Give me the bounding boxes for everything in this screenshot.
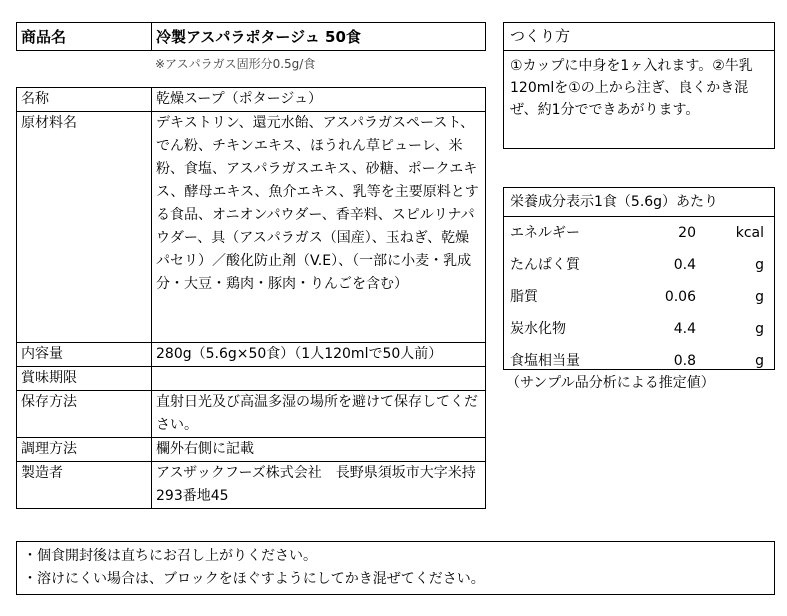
nutrient-value: 4.4 — [673, 321, 696, 337]
note-line: ・溶けにくい場合は、ブロックをほぐすようにしてかき混ぜてください。 — [23, 571, 485, 587]
nutrient-value: 20 — [678, 225, 696, 241]
spec-label: 製造者 — [17, 462, 152, 509]
spec-value: 直射日光及び高温多湿の場所を避けて保存してください。 — [152, 391, 486, 438]
spec-value: 280g（5.6g×50食）（1人120mlで50人前） — [152, 343, 486, 367]
nutrition-row — [504, 249, 774, 281]
spec-label: 名称 — [17, 88, 152, 112]
spec-value: 乾燥スープ（ポタージュ） — [152, 88, 486, 112]
spec-value: デキストリン、還元水飴、アスパラガスペースト、でん粉、チキンエキス、ほうれん草ピューレ、米粉、食塩、アスパラガスエキス、砂糖、ポークエキス、酵母エキス、魚介エキス、乳等を主要原料とする食品、オニオンパウダー、香辛料、スピルリナパウダー、具（アスパラガス（国産）、玉ねぎ、乾燥パセリ）／酸化防止剤（V.E）、（一部に小麦・乳成分・大豆・鶏肉・豚肉・りんごを含む） — [156, 115, 479, 292]
product-name-label: 商品名 — [17, 23, 152, 51]
spec-value: アスザックフーズ株式会社 長野県須坂市大字米持293番地45 — [152, 462, 486, 509]
nutrient-value: 0.06 — [664, 289, 696, 305]
nutrient-unit: g — [755, 289, 764, 305]
nutrition-title: 栄養成分表示1食（5.6g）あたり — [504, 188, 774, 217]
spec-row-manufacturer — [17, 462, 486, 509]
spec-label: 調理方法 — [17, 438, 152, 462]
nutrition-row — [504, 313, 774, 345]
how-to-make-body: ①カップに中身を1ヶ入れます。②牛乳120mlを①の上から注ぎ、良くかき混ぜ、約1分でできあがります。 — [510, 58, 753, 118]
nutrient-name: エネルギー — [510, 225, 580, 241]
nutrient-unit: g — [755, 353, 764, 369]
notes-box — [16, 541, 775, 595]
spec-table — [16, 87, 486, 509]
nutrient-unit: kcal — [735, 225, 764, 241]
nutrient-unit: g — [755, 257, 764, 273]
how-to-make-box — [503, 22, 775, 149]
spec-row-best-before — [17, 367, 486, 391]
product-name-value: 冷製アスパラポタージュ 50食 — [152, 23, 486, 51]
note-line: ・個食開封後は直ちにお召し上がりください。 — [23, 548, 317, 564]
spec-row-storage — [17, 391, 486, 438]
spec-value — [152, 367, 486, 391]
product-name-table — [16, 22, 486, 51]
nutrient-name: 脂質 — [510, 289, 538, 305]
spec-label: 賞味期限 — [17, 367, 152, 391]
nutrient-name: 炭水化物 — [510, 321, 566, 337]
spec-row-ingredients — [17, 112, 486, 343]
nutrient-name: たんぱく質 — [510, 257, 580, 273]
nutrient-unit: g — [755, 321, 764, 337]
spec-label: 原材料名 — [17, 112, 152, 343]
spec-value: 欄外右側に記載 — [152, 438, 486, 462]
spec-label: 保存方法 — [17, 391, 152, 438]
spec-row-preparation — [17, 438, 486, 462]
spec-row-contents — [17, 343, 486, 367]
nutrient-name: 食塩相当量 — [510, 353, 580, 369]
nutrition-box — [503, 187, 775, 370]
spec-label: 内容量 — [17, 343, 152, 367]
solid-content-note: ※アスパラガス固形分0.5g/食 — [155, 57, 316, 71]
nutrition-note: （サンプル品分析による推定値） — [506, 375, 715, 391]
spec-row-name — [17, 88, 486, 112]
nutrition-row — [504, 217, 774, 249]
nutrient-value: 0.8 — [673, 353, 696, 369]
nutrient-value: 0.4 — [673, 257, 696, 273]
nutrition-row — [504, 281, 774, 313]
how-to-make-title: つくり方 — [504, 23, 774, 51]
